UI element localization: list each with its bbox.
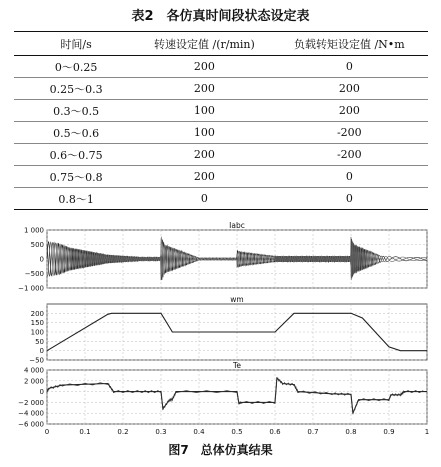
y-tick-label: −4 000 <box>18 409 44 418</box>
x-tick-label: 0.5 <box>231 428 243 436</box>
cell-torque: 0 <box>271 166 428 188</box>
y-tick-label: 2 000 <box>23 377 44 386</box>
x-tick-label: 0.7 <box>307 428 319 436</box>
table-row <box>14 166 428 188</box>
header-torque: 负载转矩设定值 /N•m <box>271 32 428 56</box>
plot-wm <box>29 295 427 365</box>
x-tick-label: 0.6 <box>269 428 281 436</box>
x-tick-label: 0.1 <box>79 428 91 436</box>
cell-torque: -200 <box>271 122 428 144</box>
settings-table <box>14 31 428 210</box>
plot-iabc <box>18 221 427 293</box>
cell-time: 0.8～1 <box>14 188 138 210</box>
y-tick-label: 100 <box>30 328 44 337</box>
simulation-figure <box>0 208 441 440</box>
cell-time: 0.5～0.6 <box>14 122 138 144</box>
table-row <box>14 122 428 144</box>
y-tick-label: 4 000 <box>23 366 44 375</box>
table-header-row <box>14 32 428 56</box>
cell-speed: 200 <box>138 56 270 78</box>
y-tick-label: −2 000 <box>18 398 44 407</box>
x-tick-label: 0.4 <box>193 428 205 436</box>
table-row <box>14 188 428 210</box>
plot-te <box>18 361 427 429</box>
x-tick-label: 0 <box>44 428 50 436</box>
cell-speed: 200 <box>138 78 270 100</box>
table-row <box>14 100 428 122</box>
y-tick-label: −1 000 <box>18 284 44 293</box>
y-tick-label: 200 <box>30 309 44 318</box>
cell-speed: 200 <box>138 166 270 188</box>
y-tick-label: 50 <box>35 337 44 346</box>
cell-speed: 100 <box>138 122 270 144</box>
y-tick-label: −500 <box>24 270 44 278</box>
cell-torque: 200 <box>271 78 428 100</box>
x-tick-label: 0.2 <box>117 428 129 436</box>
y-tick-label: −6 000 <box>18 420 44 429</box>
plot-title: wm <box>230 295 244 304</box>
cell-time: 0～0.25 <box>14 56 138 78</box>
table-row <box>14 78 428 100</box>
table-row <box>14 56 428 78</box>
cell-torque: 0 <box>271 56 428 78</box>
x-tick-label: 0.8 <box>345 428 357 436</box>
header-speed: 转速设定值 /(r/min) <box>138 32 270 56</box>
cell-time: 0.75～0.8 <box>14 166 138 188</box>
header-time: 时间/s <box>14 32 138 56</box>
table-row <box>14 144 428 166</box>
figure-caption: 图7 总体仿真结果 <box>168 443 273 457</box>
cell-time: 0.3～0.5 <box>14 100 138 122</box>
x-tick-label: 1 <box>424 428 430 436</box>
y-tick-label: −50 <box>29 356 44 365</box>
y-tick-label: 1 000 <box>23 226 44 235</box>
x-tick-label: 0.3 <box>155 428 167 436</box>
table-title: 表2 各仿真时间段状态设定表 <box>131 9 310 24</box>
y-tick-label: 500 <box>30 241 44 249</box>
x-tick-label: 0.9 <box>383 428 395 436</box>
y-tick-label: 0 <box>39 388 44 397</box>
cell-speed: 100 <box>138 100 270 122</box>
cell-time: 0.25～0.3 <box>14 78 138 100</box>
y-tick-label: 0 <box>39 255 44 264</box>
y-tick-label: 0 <box>39 347 44 356</box>
cell-time: 0.6～0.75 <box>14 144 138 166</box>
cell-speed: 200 <box>138 144 270 166</box>
cell-torque: -200 <box>271 144 428 166</box>
y-tick-label: 150 <box>30 319 44 328</box>
cell-torque: 0 <box>271 188 428 210</box>
cell-speed: 0 <box>138 188 270 210</box>
plot-title: Te <box>233 361 241 370</box>
cell-torque: 200 <box>271 100 428 122</box>
plot-title: Iabc <box>229 221 245 230</box>
